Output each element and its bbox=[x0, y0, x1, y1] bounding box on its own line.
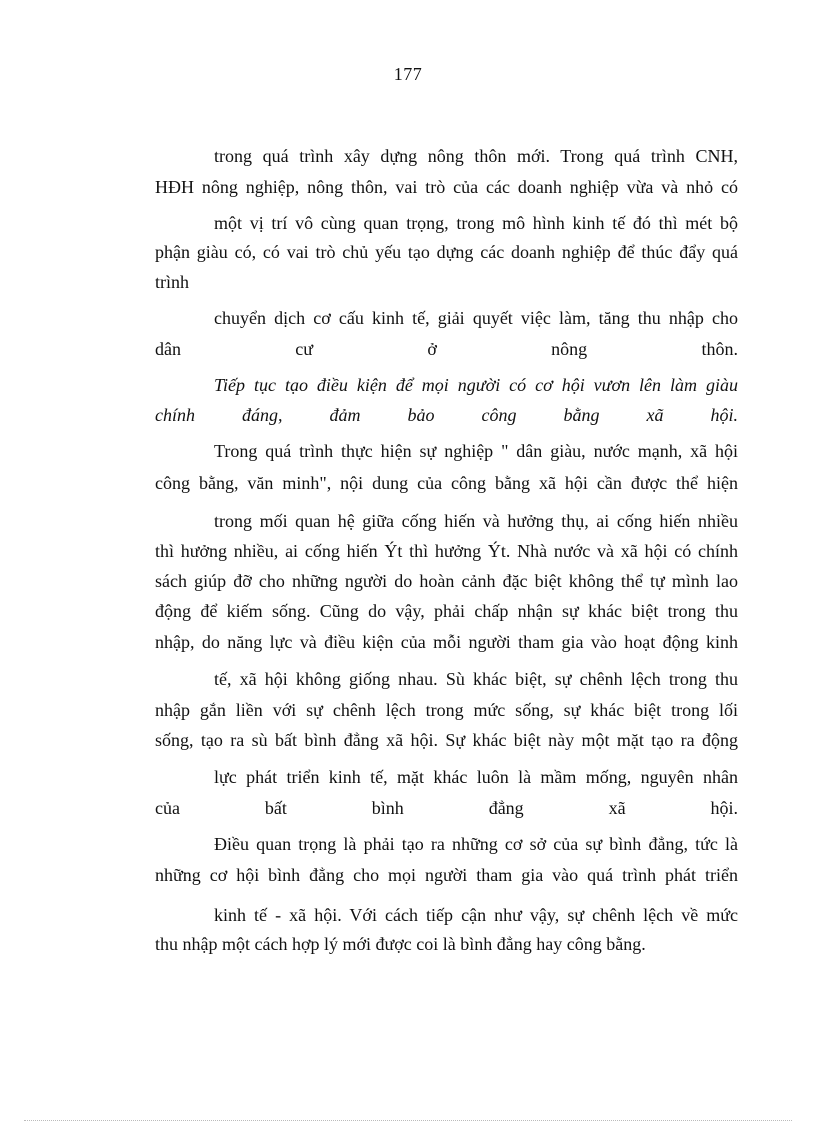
text-line: Trong quá trình thực hiện sự nghiệp " dân giàu, nước mạnh, xã hội bbox=[214, 441, 738, 461]
text-line: một vị trí vô cùng quan trọng, trong mô hình kinh tế đó thì mét bộ bbox=[214, 213, 738, 233]
text-line: Điều quan trọng là phải tạo ra những cơ sở của sự bình đẳng, tức là bbox=[214, 834, 738, 854]
text-line: thu nhập một cách hợp lý mới được coi là bình đẳng hay công bằng. bbox=[155, 934, 646, 954]
text-line: tế, xã hội không giống nhau. Sù khác biệt, sự chênh lệch trong thu bbox=[214, 669, 738, 689]
text-line: công bằng, văn minh", nội dung của công bằng xã hội cần được thể hiện bbox=[155, 473, 738, 493]
text-line: chuyển dịch cơ cấu kinh tế, giải quyết việc làm, tăng thu nhập cho bbox=[214, 308, 738, 328]
text-line: Tiếp tục tạo điều kiện để mọi người có cơ hội vươn lên làm giàu bbox=[214, 375, 738, 395]
text-line: nhập, do năng lực và điều kiện của mỗi người tham gia vào hoạt động kinh bbox=[155, 632, 738, 652]
text-line: trong mối quan hệ giữa cống hiến và hưởng thụ, ai cống hiến nhiều bbox=[214, 511, 738, 531]
text-line: dân cư ở nông thôn. bbox=[155, 339, 738, 359]
text-line: trong quá trình xây dựng nông thôn mới. Trong quá trình CNH, bbox=[214, 146, 738, 166]
text-line: chính đáng, đảm bảo công bằng xã hội. bbox=[155, 405, 738, 425]
text-line: sống, tạo ra sù bất bình đẳng xã hội. Sự khác biệt này một mặt tạo ra động bbox=[155, 730, 738, 750]
text-line: thì hưởng nhiều, ai cống hiến Ýt thì hưởng Ýt. Nhà nước và xã hội có chính bbox=[155, 541, 738, 561]
bottom-dotted-rule bbox=[24, 1120, 792, 1121]
text-line: phận giàu có, có vai trò chủ yếu tạo dựng các doanh nghiệp để thúc đẩy quá bbox=[155, 242, 738, 262]
text-line: HĐH nông nghiệp, nông thôn, vai trò của các doanh nghiệp vừa và nhỏ có bbox=[155, 177, 738, 197]
text-line: trình bbox=[155, 272, 189, 292]
text-line: lực phát triển kinh tế, mặt khác luôn là mầm mống, nguyên nhân bbox=[214, 767, 738, 787]
text-line: những cơ hội bình đẳng cho mọi người tham gia vào quá trình phát triển bbox=[155, 865, 738, 885]
page-number: 177 bbox=[393, 64, 423, 84]
text-line: nhập gắn liền với sự chênh lệch trong mức sống, sự khác biệt trong lối bbox=[155, 700, 738, 720]
text-line: sách giúp đỡ cho những người do hoàn cảnh đặc biệt không thể tự mình lao bbox=[155, 571, 738, 591]
text-line: kinh tế - xã hội. Với cách tiếp cận như vậy, sự chênh lệch về mức bbox=[214, 905, 738, 925]
text-line: của bất bình đẳng xã hội. bbox=[155, 798, 738, 818]
text-line: động để kiếm sống. Cũng do vậy, phải chấp nhận sự khác biệt trong thu bbox=[155, 601, 738, 621]
